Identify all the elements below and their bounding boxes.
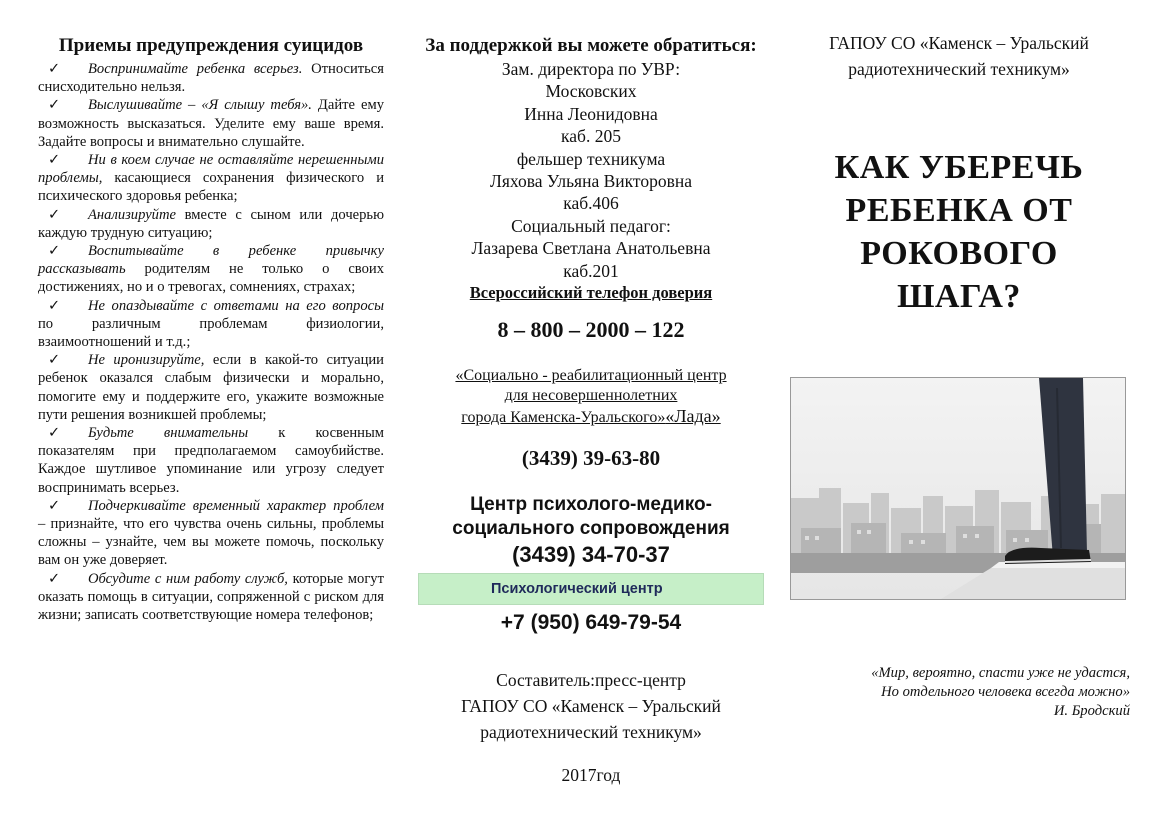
tip-item (38, 151, 384, 206)
city-ledge-illustration (791, 378, 1125, 599)
tip-emphasis: Не опаздывайте с ответами на его вопросы (88, 297, 384, 314)
trust-phone: 8 – 800 – 2000 – 122 (497, 317, 685, 343)
rehab-center-name: «Лада» (665, 406, 721, 427)
title-line-4: ШАГА? (897, 278, 1021, 315)
rehab-line-3-text: города Каменска-Уральского» (461, 409, 666, 427)
check-icon: ✓ (48, 61, 61, 77)
check-icon: ✓ (48, 206, 61, 223)
tip-emphasis: Воспитывайте в ребенке привычку рассказывать (38, 243, 384, 278)
tip-text: вместе с сыном или дочерью каждую трудную ситуацию; (38, 206, 384, 241)
contact-line: каб.406 (563, 193, 619, 214)
contacts-column (418, 34, 764, 786)
rehab-line-2: для несовершеннолетних (504, 387, 678, 405)
check-icon: ✓ (48, 570, 61, 587)
title-line-1: КАК УБЕРЕЧЬ (834, 149, 1084, 186)
tip-emphasis: Ни в коем случае не оставляйте нерешенными проблемы, (38, 152, 384, 187)
cpm-phone: (3439) 34-70-37 (512, 542, 670, 568)
tip-emphasis: Подчеркивайте временный характер проблем (88, 497, 384, 514)
org-line-2: радиотехнический техникум» (848, 59, 1070, 79)
quote-line-1: «Мир, вероятно, спасти уже не удастся, (871, 665, 1130, 681)
contact-line: Московских (545, 81, 637, 102)
tips-title: Приемы предупреждения суицидов (58, 35, 364, 56)
contact-line: каб.201 (563, 260, 619, 281)
psy-phone: +7 (950) 649-79-54 (500, 611, 682, 635)
tip-text: если в какой-то ситуации ребенок оказался слабым физически и морально, помогите ему и поддержите его, укажите возможные пути решения возникшей проблемы; (38, 352, 384, 423)
brodsky-quote (790, 664, 1130, 721)
tip-text: Относиться снисходительно нельзя. (38, 61, 384, 96)
quote-line-2: Но отдельного человека всегда можно» (881, 684, 1130, 700)
tip-text: по различным проблемам физиологии, взаимоотношений и т.д.; (38, 315, 384, 351)
tips-list (38, 60, 384, 624)
contact-line: Лазарева Светлана Анатольевна (471, 238, 711, 259)
contact-line: Инна Леонидовна (524, 103, 658, 124)
rehab-center (418, 366, 764, 428)
tip-item (38, 570, 384, 625)
tip-text: к косвенным показателям при предполагаемом самоубийстве. Каждое шутливое упоминание или угрозу следует воспринимать всерьез. (38, 425, 384, 496)
tip-text: касающиеся сохранения физического и психического здоровья ребенка; (38, 170, 384, 205)
tip-emphasis: Воспринимайте ребенка всерьез. (88, 61, 303, 77)
compiler (418, 667, 764, 745)
tip-emphasis: Будьте внимательны (88, 425, 249, 442)
contact-line: фельшер техникума (516, 148, 666, 169)
tip-item (38, 424, 384, 497)
tip-emphasis: Выслушивайте – «Я слышу тебя». (88, 97, 312, 114)
tip-emphasis: Не иронизируйте, (88, 352, 205, 369)
tip-item (38, 497, 384, 570)
contact-line: Зам. директора по УВР: (501, 59, 681, 79)
year: 2017год (561, 765, 621, 786)
tip-emphasis: Анализируйте (88, 206, 176, 223)
check-icon: ✓ (48, 352, 61, 369)
cpm-line-1: Центр психолого-медико- (470, 494, 712, 516)
rehab-phone: (3439) 39-63-80 (521, 446, 661, 471)
tip-item (38, 96, 384, 151)
contact-line: Ляхова Ульяна Викторовна (490, 171, 692, 192)
tip-emphasis: Обсудите с ним работу служб, (88, 570, 288, 587)
check-icon: ✓ (48, 297, 61, 314)
compiler-line-3: радиотехнический техникум» (480, 722, 702, 743)
title-line-3: РОКОВОГО (860, 235, 1058, 272)
check-icon: ✓ (48, 97, 61, 114)
cover-title (790, 146, 1128, 318)
tip-item (38, 297, 384, 352)
cover-photo (790, 377, 1126, 600)
quote-author: И. Бродский (1053, 703, 1130, 719)
cover-column (790, 30, 1128, 318)
tip-text: Дайте ему возможность высказаться. Уделите ему ваше время. Задайте вопросы и внимательно слушайте. (38, 97, 385, 150)
trust-line: Всероссийский телефон доверия (469, 283, 713, 303)
contacts-list (418, 58, 764, 282)
tips-column (38, 34, 384, 624)
contact-line: Социальный педагог: (511, 215, 671, 236)
compiler-line-2: ГАПОУ СО «Каменск – Уральский (461, 696, 721, 717)
check-icon: ✓ (48, 425, 61, 442)
cpm-line-2: социального сопровождения (452, 518, 730, 540)
tip-text: родителям не только о своих достижениях, но и о тревогах, сомнениях, страхах; (38, 261, 384, 296)
tip-item (38, 351, 384, 424)
tip-text: которые могут оказать помощь в ситуации, сопряженной с риском для жизни; записать соответствующие номера телефонов; (38, 570, 384, 624)
rehab-line-3 (418, 406, 764, 428)
check-icon: ✓ (48, 152, 61, 169)
check-icon: ✓ (48, 497, 61, 514)
tip-item (38, 242, 384, 297)
tip-item (38, 60, 384, 96)
tip-text: – признайте, что его чувства очень сильны, проблемы сложны – узнайте, чем вы можете помочь, поскольку вам он уже доверяет. (38, 516, 384, 569)
check-icon: ✓ (48, 243, 61, 260)
contact-line: каб. 205 (561, 126, 621, 147)
compiler-line-1: Составитель:пресс-центр (496, 670, 686, 691)
contacts-heading: За поддержкой вы можете обратиться: (425, 35, 757, 56)
title-line-2: РЕБЕНКА ОТ (845, 192, 1073, 229)
org-line-1: ГАПОУ СО «Каменск – Уральский (829, 33, 1089, 53)
rehab-line-1: «Социально - реабилитационный центр (455, 367, 727, 385)
tip-item (38, 206, 384, 242)
psy-center-band: Психологический центр (418, 573, 764, 605)
